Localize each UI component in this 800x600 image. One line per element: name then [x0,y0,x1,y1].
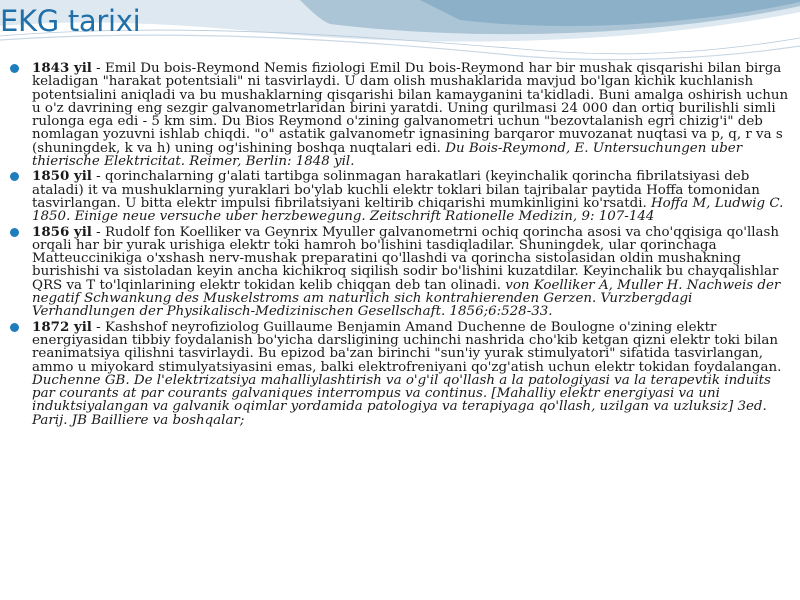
bullet-icon [10,228,19,237]
bullet-icon [10,64,19,73]
item-year: 1856 yil [32,223,92,240]
item-text: Kashshof neyrofiziolog Guillaume Benjamin Amand Duchenne de Boulogne o'zining elektr energiyasidan tibbiy foydalanish bo'yicha darsligining uchinchi nashrida cho'kib ketgan qizni elektr toki bilan reanimatsiya qilishni tasvirlaydi. Bu epizod ba'zan birinchi "sun'iy yurak stimulyatori" sifatida tasvirlangan, ammo u miyokard stimulyatsiyasini emas, balki elektrofreniyani qo'zg'atish uchun elektr tokidan foydalangan. [32,319,782,375]
history-item: 1850 yil - qorinchalarning g'alati tartibga solinmagan harakatlari (keyinchalik qorincha fibrilatsiyasi deb ataladi) it va mushuklarning yuraklari bo'ylab kuchli elektr toklari bilan tajribalar paytida Hoffa tomonidan tasvirlangan. U bitta elektr impulsi fibrilatsiyani keltirib chiqarishi mumkinligini ko'rsatdi. Hoffa M, Ludwig C. 1850. Einige neue versuche uber herzbewegung. Zeitschrift Rationelle Medizin, 9: 107-144 [8,170,794,223]
item-year: 1872 yil [32,318,92,335]
bullet-icon [10,323,19,332]
item-year: 1850 yil [32,168,92,185]
history-item: 1843 yil - Emil Du bois-Reymond Nemis fiziologi Emil Du bois-Reymond har bir mushak qisqarishi bilan birga keladigan "harakat potentsiali" ni tasvirlaydi. U dam olish mushaklarida mavjud bo'lgan kichik kuchlanish potentsialini aniqladi va bu mushaklarning qisqarishi bilan kamayganini ta'kidladi. Buni amalga oshirish uchun u o'z davrining eng sezgir galvanometrlaridan birini yaratdi. Uning qurilmasi 24 000 dan ortiq burilishli simli rulonga ega edi - 5 km sim. Du Bios Reymond o'zining galvanometri uchun "bezovtalanish egri chizig'i" deb nomlagan yozuvni ishlab chiqdi. "o" astatik galvanometr ignasining barqaror muvozanat nuqtasi va p, q, r va s (shuningdek, k va h) uning og'ishining boshqa nuqtalari edi. Du Bois-Reymond, E. Untersuchungen uber thierische Elektricitat. Reimer, Berlin: 1848 yil. [8,62,794,168]
history-item: 1872 yil - Kashshof neyrofiziolog Guillaume Benjamin Amand Duchenne de Boulogne o'zining elektr energiyasidan tibbiy foydalanish bo'yicha darsligining uchinchi nashrida cho'kib ketgan qizni elektr toki bilan reanimatsiya qilishni tasvirlaydi. Bu epizod ba'zan birinchi "sun'iy yurak stimulyatori" sifatida tasvirlangan, ammo u miyokard stimulyatsiyasini emas, balki elektrofreniyani qo'zg'atish uchun elektr tokidan foydalangan. Duchenne GB. De l'elektrizatsiya mahalliylashtirish va o'g'il qo'llash a la patologiyasi va la terapevtik induits par courants at par courants galvaniques interrompus va continus. [Mahalliy elektr energiyasi va uni induktsiyalangan va galvanik oqimlar yordamida patologiya va terapiyaga qo'llash, uzilgan va uzluksiz] 3ed. Parij. JB Bailliere va boshqalar; [8,321,794,427]
slide-title: EKG tarixi [0,4,141,38]
item-reference: Hoffa M, Ludwig C. 1850. Einige neue versuche uber herzbewegung. Zeitschrift Rationelle Medizin, 9: 107-144 [32,195,784,225]
item-text: Emil Du bois-Reymond Nemis fiziologi Emil Du bois-Reymond har bir mushak qisqarishi bilan birga keladigan "harakat potentsiali" ni tasvirlaydi. U dam olish mushaklarida mavjud bo'lgan kichik kuchlanish potentsialini aniqladi va bu mushaklarning qisqarishi bilan kamayganini ta'kidladi. Buni amalga oshirish uchun u o'z davrining eng sezgir galvanometrlaridan birini yaratdi. Uning qurilmasi 24 000 dan ortiq burilishli simli rulonga ega edi - 5 km sim. Du Bios Reymond o'zining galvanometri uchun "bezovtalanish egri chizig'i" deb nomlagan yozuvni ishlab chiqdi. "o" astatik galvanometr ignasining barqaror muvozanat nuqtasi va p, q, r va s (shuningdek, k va h) uning og'ishining boshqa nuqtalari edi. [32,61,789,156]
item-reference: Duchenne GB. De l'elektrizatsiya mahalliylashtirish va o'g'il qo'llash a la patologiyasi va la terapevtik induits par courants at par courants galvaniques interrompus va continus. [Mahalliy elektr energiyasi va uni induktsiyalangan va galvanik oqimlar yordamida patologiya va terapiyaga qo'llash, uzilgan va uzluksiz] 3ed. Parij. JB Bailliere va boshqalar; [32,372,771,428]
history-list [8,62,794,429]
item-reference: Du Bois-Reymond, E. Untersuchungen uber thierische Elektricitat. Reimer, Berlin: 1848 yil. [32,140,743,170]
item-text: Rudolf fon Koelliker va Geynrix Myuller galvanometrni ochiq qorincha asosi va cho'qqisiga qo'llash orqali har bir yurak urishiga elektr toki hamroh bo'lishini tasdiqladilar. Shuningdek, ular qorinchaga Matteuccinikiga o'xshash nerv-mushak preparatini qo'llashdi va qorincha sistolasidan oldin mushakning burishishi va sistoladan keyin ancha kichikroq siqilish sodir bo'lishini kuzatdilar. Keyinchalik bu chayqalishlar QRS va T to'lqinlarining elektr tokidan kelib chiqqan deb tan olinadi. [32,224,779,293]
history-item: 1856 yil - Rudolf fon Koelliker va Geynrix Myuller galvanometrni ochiq qorincha asosi va cho'qqisiga qo'llash orqali har bir yurak urishiga elektr toki hamroh bo'lishini tasdiqladilar. Shuningdek, ular qorinchaga Matteuccinikiga o'xshash nerv-mushak preparatini qo'llashdi va qorincha sistolasidan oldin mushakning burishishi va sistoladan keyin ancha kichikroq siqilish sodir bo'lishini kuzatdilar. Keyinchalik bu chayqalishlar QRS va T to'lqinlarining elektr tokidan kelib chiqqan deb tan olinadi. von Koelliker A, Muller H. Nachweis der negatif Schwankung des Muskelstroms am naturlich sich kontrahierenden Gerzen. Vurzbergdagi Verhandlungen der Physikalisch-Medizinischen Gesellschaft. 1856;6:528-33. [8,226,794,319]
item-text: qorinchalarning g'alati tartibga solinmagan harakatlari (keyinchalik qorincha fibrilatsiyasi deb ataladi) it va mushuklarning yuraklari bo'ylab kuchli elektr toklari bilan tajribalar paytida Hoffa tomonidan tasvirlangan. U bitta elektr impulsi fibrilatsiyani keltirib chiqarishi mumkinligini ko'rsatdi. [32,169,760,211]
bullet-icon [10,172,19,181]
item-year: 1843 yil [32,60,92,76]
item-reference: von Koelliker A, Muller H. Nachweis der negatif Schwankung des Muskelstroms am naturlich sich kontrahierenden Gerzen. Vurzbergdagi Verhandlungen der Physikalisch-Medizinischen Gesellschaft. 1856;6:528-33. [32,277,781,320]
